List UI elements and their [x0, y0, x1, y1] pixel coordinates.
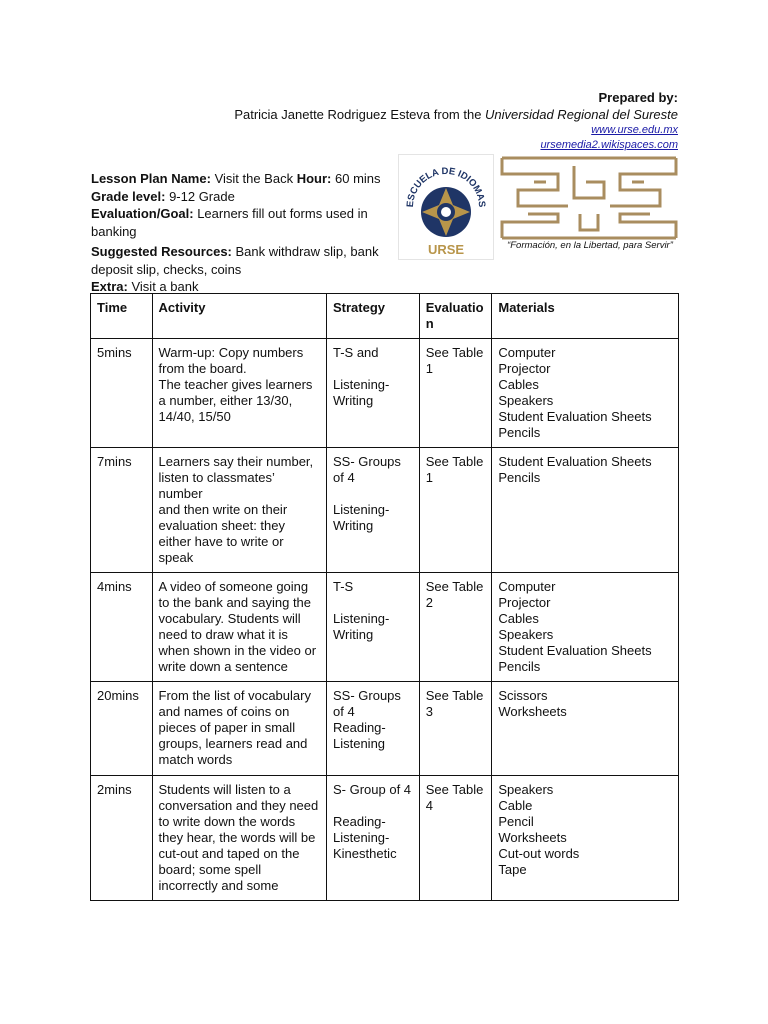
header-materials: Materials: [492, 294, 679, 339]
cell-materials: Computer Projector Cables Speakers Student Evaluation Sheets Pencils: [492, 339, 679, 448]
goal-value: Learners fill out forms used in banking: [91, 206, 368, 239]
cell-evaluation: See Table 1: [419, 339, 492, 448]
cell-evaluation: See Table 2: [419, 573, 492, 682]
table-row: [91, 776, 679, 901]
cell-evaluation: See Table 3: [419, 682, 492, 776]
author-line: [234, 107, 678, 122]
lesson-plan-table: [90, 293, 679, 901]
grade-label: Grade level:: [91, 188, 166, 204]
author-prefix: Patricia Janette Rodriguez Esteva from the: [234, 107, 486, 122]
resources-value: Bank withdraw slip, bank deposit slip, checks, coins: [91, 244, 379, 277]
logo-urse-name: URSE: [427, 242, 465, 257]
cell-materials: Speakers Cable Pencil Worksheets Cut-out words Tape: [492, 776, 679, 901]
table-row: [91, 448, 679, 573]
lesson-meta: [91, 170, 391, 296]
university-motto: “Formación, en la Libertad, para Servir”: [507, 240, 673, 251]
extra-label: Extra:: [91, 279, 128, 294]
urse-website-link[interactable]: www.urse.edu.mx: [591, 124, 678, 136]
cell-strategy: T-S Listening-Writing: [326, 573, 419, 682]
cell-evaluation: See Table 1: [419, 448, 492, 573]
cell-strategy: T-S and Listening-Writing: [326, 339, 419, 448]
prepared-by-label: Prepared by:: [598, 90, 678, 105]
cell-activity: From the list of vocabulary and names of coins on pieces of paper in small groups, learners read and match words: [152, 682, 326, 776]
cell-strategy: SS- Groups of 4 Listening-Writing: [326, 448, 419, 573]
header-evaluation: Evaluation: [419, 294, 492, 339]
cell-materials: Scissors Worksheets: [492, 682, 679, 776]
cell-activity: Learners say their number, listen to classmates’ number and then write on their evaluation sheet: they either have to write or speak: [152, 448, 326, 573]
lesson-name-label: Lesson Plan Name:: [91, 171, 211, 186]
header-strategy: Strategy: [326, 294, 419, 339]
cell-evaluation: See Table 4: [419, 776, 492, 901]
university-name: Universidad Regional del Sureste: [485, 107, 678, 122]
cell-activity: Students will listen to a conversation and they need to write down the words they hear, the words will be cut-out and taped on the board; some spell incorrectly and some: [152, 776, 326, 901]
wikispaces-link[interactable]: ursemedia2.wikispaces.com: [540, 139, 678, 151]
lesson-name-value: Visit the Back: [214, 171, 294, 186]
goal-label: Evaluation/Goal:: [91, 206, 194, 221]
cell-time: 20mins: [91, 682, 153, 776]
lesson-name-line: [91, 170, 391, 205]
resources-line: [91, 243, 391, 278]
extra-value: Visit a bank: [131, 279, 199, 294]
table-row: [91, 339, 679, 448]
logo-arc-text: ESCUELA DE IDIOMAS: [404, 165, 488, 208]
grade-value: 9-12 Grade: [169, 188, 235, 204]
cell-strategy: SS- Groups of 4 Reading-Listening: [326, 682, 419, 776]
table-row: [91, 682, 679, 776]
cell-activity: A video of someone going to the bank and saying the vocabulary. Students will need to draw what it is when shown in the video or write down a sentence: [152, 573, 326, 682]
cell-strategy: S- Group of 4 Reading-Listening-Kinesthetic: [326, 776, 419, 901]
hour-label: Hour:: [296, 171, 332, 186]
resources-label: Suggested Resources:: [91, 244, 232, 259]
urse-school-logo: [398, 154, 494, 260]
cell-time: 4mins: [91, 573, 153, 682]
cell-time: 5mins: [91, 339, 153, 448]
cell-time: 2mins: [91, 776, 153, 901]
header-time: Time: [91, 294, 153, 339]
cell-materials: Computer Projector Cables Speakers Student Evaluation Sheets Pencils: [492, 573, 679, 682]
cell-time: 7mins: [91, 448, 153, 573]
cell-activity: Warm-up: Copy numbers from the board. The teacher gives learners a number, either 13/30, 14/40, 15/50: [152, 339, 326, 448]
header-activity: Activity: [152, 294, 326, 339]
table-header-row: [91, 294, 679, 339]
hour-value: 60 mins: [335, 171, 381, 186]
table-row: [91, 573, 679, 682]
cell-materials: Student Evaluation Sheets Pencils: [492, 448, 679, 573]
goal-line: [91, 205, 391, 240]
